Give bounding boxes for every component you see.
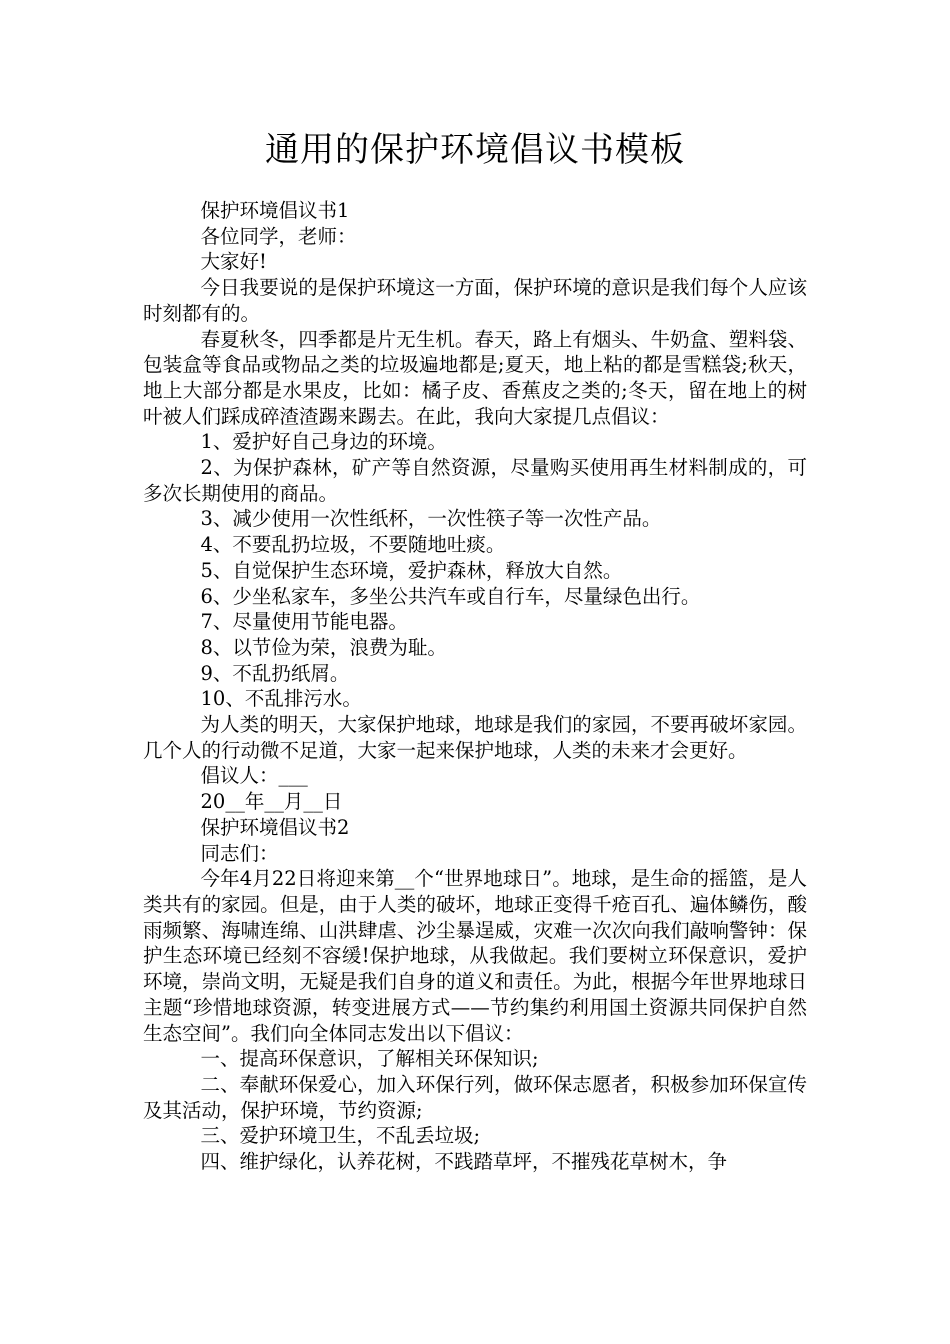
salutation: 同志们： [200,841,279,865]
paragraph: 今年4月22日将迎来第__个“世界地球日”。地球，是生命的摇篮，是人类共有的家园。但是，由于人类的破坏，地球正变得千疮百孔、遍体鳞伤，酸雨频繁、海啸连绵、山洪肆虐、沙尘暴逞威，灾难一次次向我们敲响警钟：保护生态环境已经刻不容缓!保护地球，从我做起。我们要树立环保意识，爱护环境，崇尚文明，无疑是我们自身的道义和责任。为此，根据今年世界地球日主题“珍惜地球资源，转变进展方式——节约集约利用国土资源共同保护自然生态空间”。我们向全体同志发出以下倡议： [143,867,807,1045]
paragraph: 春夏秋冬，四季都是片无生机。春天，路上有烟头、牛奶盒、塑料袋、包装盒等食品或物品之类的垃圾遍地都是;夏天，地上粘的都是雪糕袋;秋天，地上大部分都是水果皮，比如：橘子皮、香蕉皮之类的;冬天，留在地上的树叶被人们踩成碎渣渣踢来踢去。在此，我向大家提几点倡议： [143,327,807,428]
signature-line: 倡议人：___ [200,764,308,788]
document-body [143,198,807,1175]
document-title: 通用的保护环境倡议书模板 [265,130,685,170]
list-item: 1、爱护好自己身边的环境。 [200,430,447,454]
date-line: 20__年__月__日 [200,790,343,814]
list-item: 二、奉献环保爱心，加入环保行列，做环保志愿者，积极参加环保宣传及其活动，保护环境，节约资源; [143,1072,807,1122]
list-item: 6、少坐私家车，多坐公共汽车或自行车，尽量绿色出行。 [200,584,701,608]
greeting: 大家好! [200,250,267,274]
list-item: 8、以节俭为荣，浪费为耻。 [200,635,447,659]
list-item: 9、不乱扔纸屑。 [200,661,350,685]
list-item: 5、自觉保护生态环境，爱护森林，释放大自然。 [200,558,623,582]
list-item: 2、为保护森林，矿产等自然资源，尽量购买使用再生材料制成的，可多次长期使用的商品。 [143,456,807,505]
section-heading: 保护环境倡议书1 [200,199,350,222]
list-item: 3、减少使用一次性纸杯，一次性筷子等一次性产品。 [200,507,662,531]
list-item: 三、爱护环境卫生，不乱丢垃圾; [200,1124,481,1148]
list-item: 四、维护绿化，认养花树，不践踏草坪，不摧残花草树木，争 [200,1150,728,1174]
paragraph: 今日我要说的是保护环境这一方面，保护环境的意识是我们每个人应该时刻都有的。 [143,276,807,325]
list-item: 4、不要乱扔垃圾，不要随地吐痰。 [200,533,506,557]
list-item: 一、提高环保意识，了解相关环保知识; [200,1047,539,1071]
list-item: 7、尽量使用节能电器。 [200,610,408,634]
paragraph: 为人类的明天，大家保护地球，地球是我们的家园，不要再破坏家园。几个人的行动微不足道，大家一起来保护地球，人类的未来才会更好。 [143,713,807,762]
salutation: 各位同学，老师： [200,224,357,248]
section-heading: 保护环境倡议书2 [200,815,350,839]
list-item: 10、不乱排污水。 [200,687,362,711]
